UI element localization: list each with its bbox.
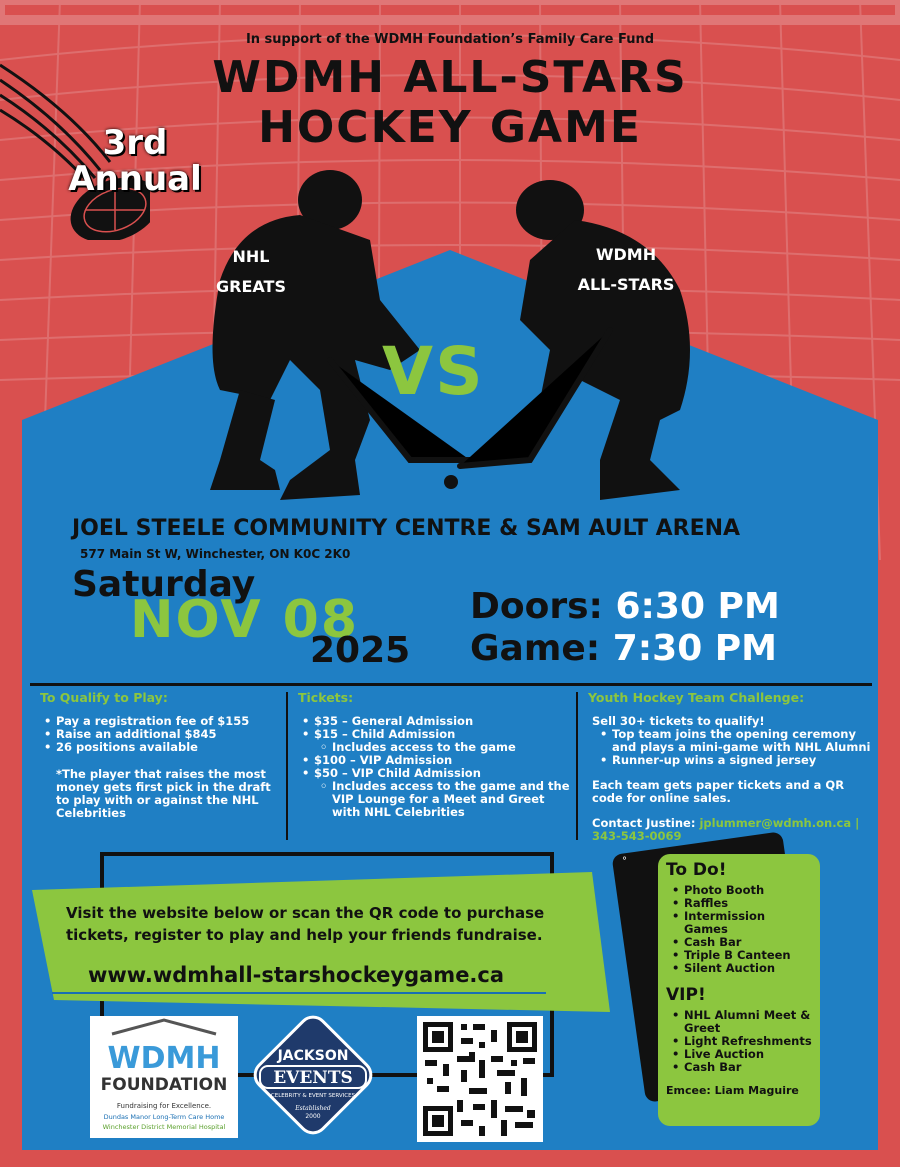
- foundation-logo-text: FOUNDATION: [100, 1075, 228, 1095]
- list-item: • $35 – General Admission: [298, 715, 570, 728]
- jackson-established-label: Established: [295, 1105, 331, 1112]
- list-item: • Top team joins the opening ceremony and plays a mini-game with NHL Alumni: [596, 728, 878, 754]
- list-item: • $15 – Child Admission: [298, 728, 570, 741]
- column-divider-1: [286, 692, 288, 840]
- logo-tagline-1: Fundraising for Excellence.: [116, 1102, 212, 1110]
- section-divider: [30, 683, 872, 686]
- qualify-heading: To Qualify to Play:: [40, 690, 168, 705]
- list-item: • NHL Alumni Meet & Greet: [666, 1009, 812, 1035]
- doors-time-row: [470, 586, 780, 628]
- versus-text: VS: [382, 333, 485, 410]
- contact-phone[interactable]: 343-543-0069: [592, 829, 682, 843]
- event-date: NOV 08: [130, 590, 360, 650]
- qualify-note: *The player that raises the most money gets first pick in the draft to play with or against the NHL Celebrities: [56, 767, 271, 820]
- venue-name: JOEL STEELE COMMUNITY CENTRE & SAM AULT ARENA: [72, 516, 741, 541]
- events-logo-text: EVENTS: [273, 1068, 353, 1088]
- left-team-label: [196, 242, 306, 302]
- event-title-line2: HOCKEY GAME: [258, 102, 642, 153]
- list-item: • Raffles: [666, 897, 812, 910]
- list-item: • Light Refreshments: [666, 1035, 812, 1048]
- tickets-section: [298, 690, 570, 819]
- youth-challenge-section: [588, 690, 878, 843]
- qualify-section: [40, 690, 280, 820]
- jackson-logo-tagline: CELEBRITY & EVENT SERVICES: [270, 1093, 356, 1099]
- list-item: • Triple B Canteen: [666, 949, 812, 962]
- game-time-row: [470, 628, 780, 670]
- event-title-line1: WDMH ALL-STARS: [212, 52, 688, 103]
- emcee-text: Emcee: Liam Maguire: [666, 1084, 799, 1097]
- list-item: • Photo Booth: [666, 884, 812, 897]
- column-divider-2: [576, 692, 578, 840]
- logo-tagline-2: Dundas Manor Long-Term Care Home: [103, 1113, 225, 1121]
- right-team-label: [556, 240, 696, 300]
- qr-code[interactable]: [417, 1016, 543, 1142]
- list-item: • $100 – VIP Admission: [298, 754, 570, 767]
- venue-address: 577 Main St W, Winchester, ON K0C 2K0: [80, 547, 351, 561]
- list-item: • Cash Bar: [666, 1061, 812, 1074]
- youth-note: Each team gets paper tickets and a QR code for online sales.: [592, 778, 845, 805]
- logo-tagline-3: Winchester District Memorial Hospital: [102, 1123, 226, 1131]
- list-item: ◦ Includes access to the game and the VIP Lounge for a Meet and Greet with NHL Celebrities: [298, 780, 570, 819]
- jackson-logo-text: JACKSON: [277, 1048, 349, 1064]
- tickets-heading: Tickets:: [298, 690, 354, 705]
- cta-text: Visit the website below or scan the QR code to purchase tickets, register to play and help your friends fundraise.: [66, 904, 545, 944]
- todo-heading: To Do!: [666, 860, 727, 880]
- contact-label: Contact Justine:: [592, 816, 696, 830]
- doors-time: 6:30 PM: [615, 586, 780, 627]
- contact-email-link[interactable]: jplummer@wdmh.on.ca |: [699, 816, 860, 830]
- doors-label: Doors:: [470, 586, 603, 627]
- game-label: Game:: [470, 628, 601, 669]
- support-note: In support of the WDMH Foundation’s Family Care Fund: [245, 32, 655, 47]
- list-item: • $50 – VIP Child Admission: [298, 767, 570, 780]
- decorative-dot: °: [622, 856, 627, 867]
- website-underline: [52, 992, 546, 994]
- list-item: • Cash Bar: [666, 936, 812, 949]
- left-team-name-line1: NHL: [232, 247, 270, 266]
- edition-label: Annual: [68, 159, 202, 199]
- game-time: 7:30 PM: [612, 628, 778, 669]
- list-item: • 26 positions available: [40, 741, 280, 754]
- left-team-name-line2: GREATS: [216, 277, 286, 296]
- list-item: • Runner-up wins a signed jersey: [596, 754, 878, 767]
- event-year: 2025: [310, 630, 411, 671]
- vip-heading: VIP!: [666, 985, 706, 1005]
- event-times: [470, 586, 780, 670]
- right-team-name-line2: ALL-STARS: [577, 275, 675, 294]
- youth-intro: Sell 30+ tickets to qualify!: [592, 714, 765, 728]
- youth-heading: Youth Hockey Team Challenge:: [588, 690, 805, 705]
- website-link[interactable]: www.wdmhall-starshockeygame.ca: [88, 963, 505, 987]
- todo-card: [658, 854, 820, 1126]
- edition-number: 3rd: [102, 123, 168, 163]
- list-item: • Raise an additional $845: [40, 728, 280, 741]
- wdmh-logo-graphic: [90, 1016, 238, 1138]
- list-item: ◦ Includes access to the game: [298, 741, 570, 754]
- jackson-events-logo: [238, 1000, 388, 1150]
- event-day: Saturday: [72, 564, 256, 605]
- right-team-name-line1: WDMH: [595, 245, 657, 264]
- list-item: • Silent Auction: [666, 962, 812, 975]
- list-item: • Pay a registration fee of $155: [40, 715, 280, 728]
- list-item: • Live Auction: [666, 1048, 812, 1061]
- wdmh-logo-text: WDMH: [107, 1041, 221, 1076]
- qr-code-icon: [417, 1016, 543, 1142]
- jackson-established-year: 2000: [305, 1113, 321, 1120]
- wdmh-foundation-logo: [90, 1016, 238, 1138]
- list-item: • Intermission Games: [666, 910, 812, 936]
